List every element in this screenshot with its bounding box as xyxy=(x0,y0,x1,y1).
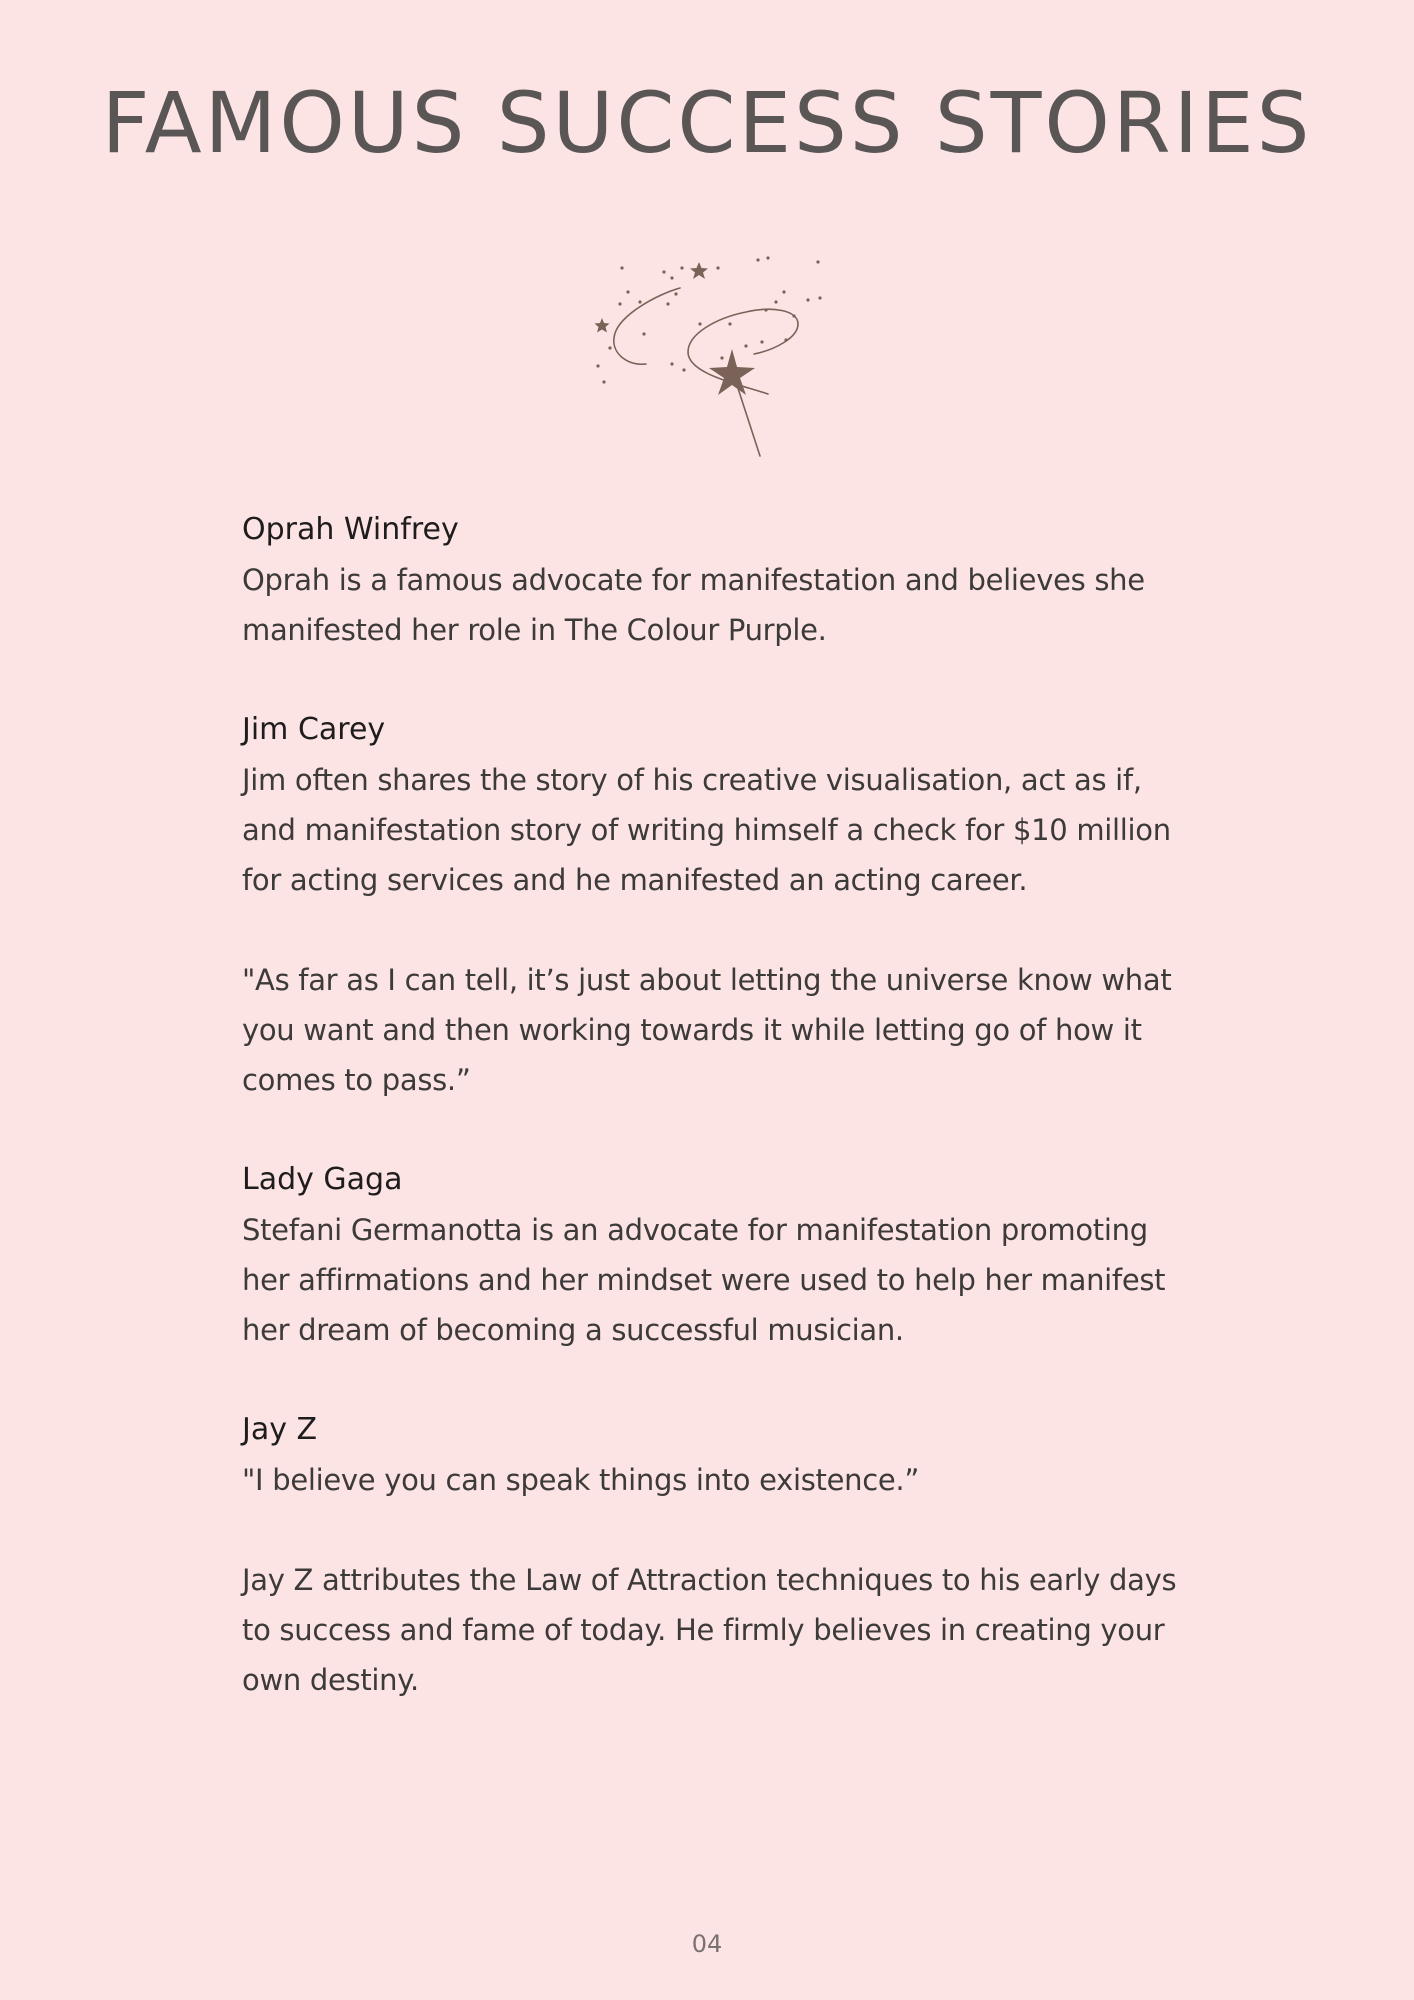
story-jay-z-detail xyxy=(242,1555,1202,1705)
story-jay-z xyxy=(242,1405,1202,1505)
story-jim-carey xyxy=(242,705,1202,905)
story-name: Jim Carey xyxy=(242,712,386,747)
page-number: 04 xyxy=(691,1930,723,1958)
story-paragraph: Jim often shares the story of his creative visualisation, act as if, and manifestation story of writing himself a check for $10 million for acting services and he manifested an acting career. xyxy=(242,763,1171,897)
story-name: Jay Z xyxy=(242,1412,318,1447)
story-paragraph: Stefani Germanotta is an advocate for manifestation promoting her affirmations and her mindset were used to help her manifest her dream of becoming a successful musician. xyxy=(242,1213,1166,1347)
story-quote: "As far as I can tell, it’s just about letting the universe know what you want and then working towards it while letting go of how it comes to pass.” xyxy=(242,963,1172,1097)
story-name: Lady Gaga xyxy=(242,1162,403,1197)
story-oprah-winfrey xyxy=(242,505,1202,655)
stories-section xyxy=(242,505,1202,1755)
magic-wand-icon xyxy=(588,254,828,464)
story-name: Oprah Winfrey xyxy=(242,512,459,547)
story-paragraph: Oprah is a famous advocate for manifestation and believes she manifested her role in The Colour Purple. xyxy=(242,563,1145,647)
story-jim-carey-quote xyxy=(242,955,1202,1105)
page-title: FAMOUS SUCCESS STORIES xyxy=(101,74,1313,172)
story-lady-gaga xyxy=(242,1155,1202,1355)
story-quote: "I believe you can speak things into existence.” xyxy=(242,1463,920,1497)
story-paragraph: Jay Z attributes the Law of Attraction techniques to his early days to success and fame of today. He firmly believes in creating your own destiny. xyxy=(242,1563,1177,1697)
